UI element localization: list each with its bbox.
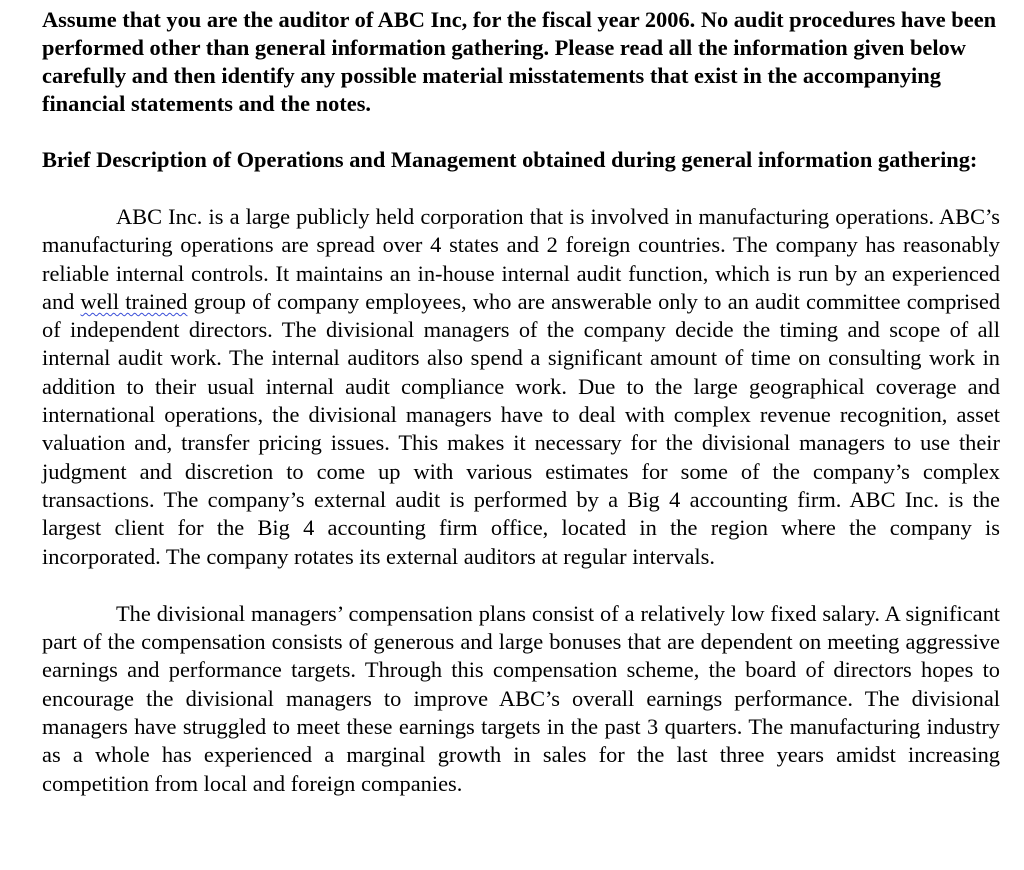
instructions-paragraph: Assume that you are the auditor of ABC Inc, for the fiscal year 2006. No audit procedures have been performed other than general information gathering. Please read all the information given below carefully and then identify any possible material misstatements that exist in the accompanying financial statements and the notes. [42,7,997,116]
compensation-paragraph: The divisional managers’ compensation plans consist of a relatively low fixed salary. A significant part of the compensation consists of generous and large bonuses that are dependent on meeting aggressive earnings and performance targets. Through this compensation scheme, the board of directors hopes to encourage the divisional managers to improve ABC’s overall earnings performance. The divisional managers have struggled to meet these earnings targets in the past 3 quarters. The manufacturing industry as a whole has experienced a marginal growth in sales for the last three years amidst increasing competition from local and foreign companies. [42,600,1000,796]
document-page [42,6,1000,798]
operations-text-start: ABC Inc. is a large publicly held corporation that is involved in manufacturing operations. ABC’s manufacturing operations are spread over 4 states and 2 foreign countries. The company has reasonably reliable internal controls. It maintains an in-house internal audit function, which is run by an experienced and [42,204,1000,314]
section-heading: Brief Description of Operations and Management obtained during general information gathering: [42,147,978,172]
operations-paragraph [42,203,1000,571]
operations-text-end: group of company employees, who are answerable only to an audit committee comprised of independent directors. The divisional managers of the company decide the timing and scope of all internal audit work. The internal auditors also spend a significant amount of time on consulting work in addition to their usual internal audit compliance work. Due to the large geographical coverage and international operations, the divisional managers have to deal with complex revenue recognition, asset valuation and, transfer pricing issues. This makes it necessary for the divisional managers to use their judgment and discretion to come up with various estimates for some of the company’s complex transactions. The company’s external audit is performed by a Big 4 accounting firm. ABC Inc. is the largest client for the Big 4 accounting firm office, located in the region where the company is incorporated. The company rotates its external auditors at regular intervals. [42,288,1001,569]
spellcheck-flagged-phrase[interactable]: well trained [80,288,188,314]
